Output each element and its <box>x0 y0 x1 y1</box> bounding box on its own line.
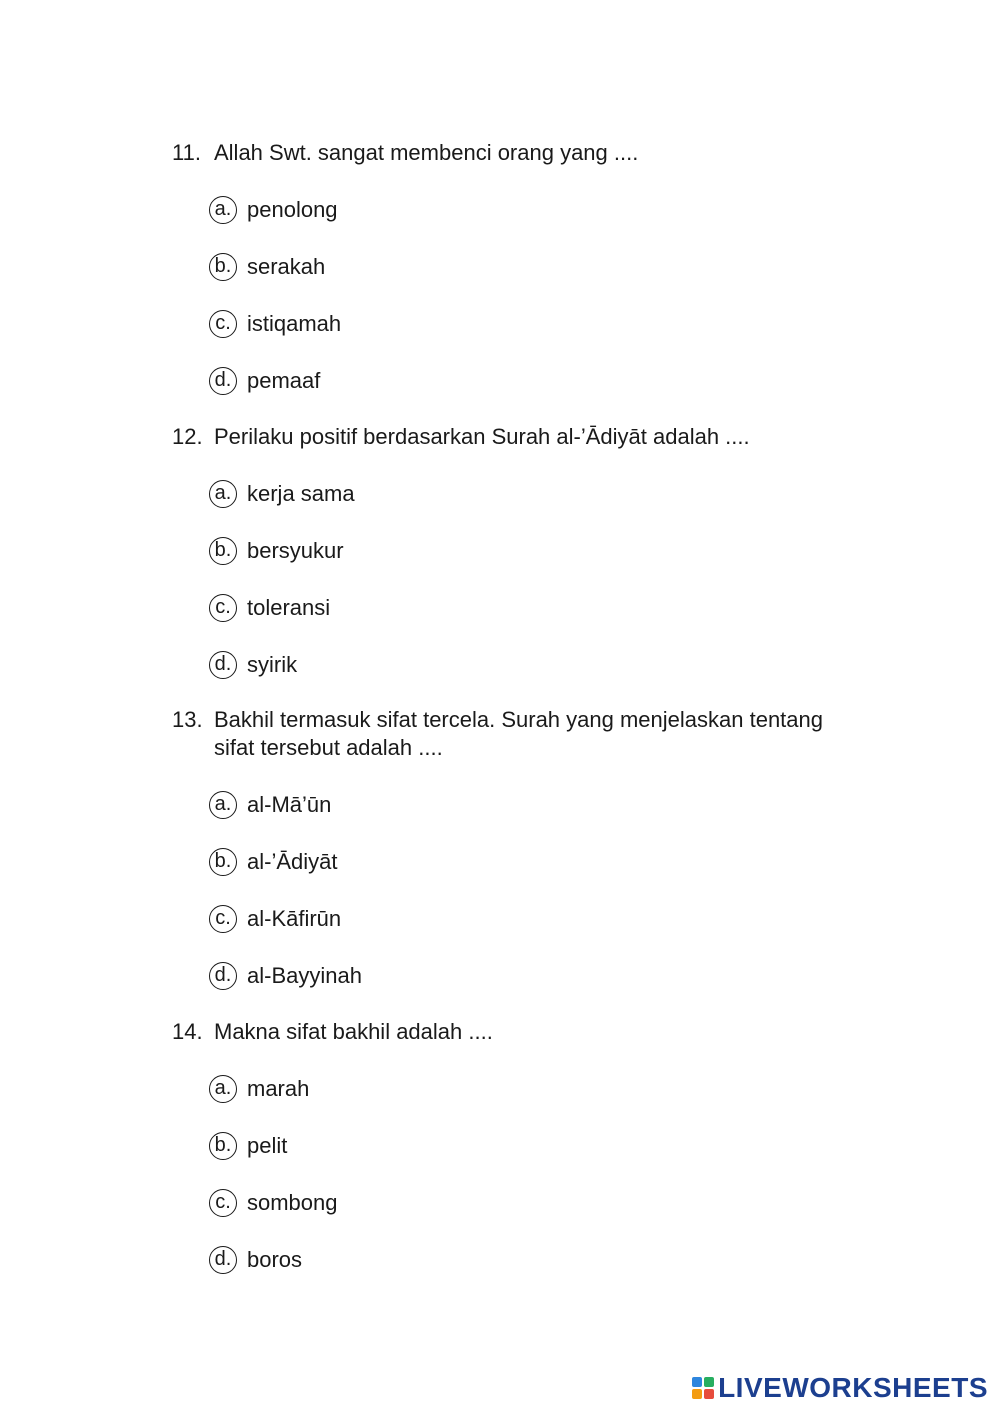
option-b[interactable] <box>209 522 892 579</box>
question-text: Bakhil termasuk sifat tercela. Surah yang menjelaskan tentang sifat tersebut adalah .... <box>214 707 823 760</box>
option-b[interactable] <box>209 1117 892 1174</box>
option-label: boros <box>247 1246 303 1272</box>
option-radio[interactable]: c. <box>209 594 237 622</box>
option-label: pelit <box>247 1132 288 1158</box>
question-11 <box>172 139 892 409</box>
option-radio[interactable]: a. <box>209 480 237 508</box>
option-label: al-Bayyinah <box>247 962 362 988</box>
option-c[interactable] <box>209 890 892 947</box>
option-label: penolong <box>247 196 338 222</box>
option-radio[interactable]: a. <box>209 1075 237 1103</box>
option-label: istiqamah <box>247 310 342 336</box>
question-number: 12. <box>172 424 203 449</box>
option-radio[interactable]: d. <box>209 651 237 679</box>
question-stem <box>172 423 892 451</box>
question-12 <box>172 423 892 693</box>
option-radio[interactable]: c. <box>209 1189 237 1217</box>
option-label: kerja sama <box>247 480 355 506</box>
option-radio[interactable]: b. <box>209 537 237 565</box>
option-b[interactable] <box>209 238 892 295</box>
question-text: Makna sifat bakhil adalah .... <box>214 1019 493 1044</box>
option-a[interactable] <box>209 776 892 833</box>
option-radio[interactable]: d. <box>209 962 237 990</box>
option-radio[interactable]: b. <box>209 848 237 876</box>
option-label: syirik <box>247 651 298 677</box>
question-14 <box>172 1018 892 1288</box>
option-label: pemaaf <box>247 367 321 393</box>
brand-name: LIVEWORKSHEETS <box>718 1372 988 1403</box>
option-label: serakah <box>247 253 326 279</box>
option-radio[interactable]: b. <box>209 253 237 281</box>
question-stem <box>172 706 892 762</box>
option-list <box>209 1060 892 1288</box>
option-d[interactable] <box>209 352 892 409</box>
option-c[interactable] <box>209 579 892 636</box>
option-label: sombong <box>247 1189 338 1215</box>
question-text: Perilaku positif berdasarkan Surah al-’Ādiyāt adalah .... <box>214 424 750 449</box>
option-c[interactable] <box>209 1174 892 1231</box>
question-number: 13. <box>172 707 203 732</box>
question-13 <box>172 706 892 1004</box>
option-list <box>209 776 892 1004</box>
option-a[interactable] <box>209 1060 892 1117</box>
option-list <box>209 465 892 693</box>
option-label: marah <box>247 1075 310 1101</box>
option-a[interactable] <box>209 465 892 522</box>
option-a[interactable] <box>209 181 892 238</box>
question-stem <box>172 1018 892 1046</box>
option-label: al-Mā’ūn <box>247 791 332 817</box>
option-radio[interactable]: c. <box>209 310 237 338</box>
option-c[interactable] <box>209 295 892 352</box>
option-radio[interactable]: a. <box>209 196 237 224</box>
option-radio[interactable]: d. <box>209 367 237 395</box>
liveworksheets-brand <box>692 1372 988 1404</box>
option-radio[interactable]: c. <box>209 905 237 933</box>
option-label: toleransi <box>247 594 331 620</box>
option-list <box>209 181 892 409</box>
option-b[interactable] <box>209 833 892 890</box>
option-d[interactable] <box>209 636 892 693</box>
option-d[interactable] <box>209 1231 892 1288</box>
option-label: al-’Ādiyāt <box>247 848 338 874</box>
option-radio[interactable]: a. <box>209 791 237 819</box>
option-label: al-Kāfirūn <box>247 905 342 931</box>
liveworksheets-logo-icon <box>692 1377 714 1399</box>
question-number: 11. <box>172 140 201 165</box>
question-text: Allah Swt. sangat membenci orang yang .... <box>214 140 639 165</box>
question-stem <box>172 139 892 167</box>
option-d[interactable] <box>209 947 892 1004</box>
option-radio[interactable]: b. <box>209 1132 237 1160</box>
option-label: bersyukur <box>247 537 344 563</box>
question-number: 14. <box>172 1019 203 1044</box>
option-radio[interactable]: d. <box>209 1246 237 1274</box>
